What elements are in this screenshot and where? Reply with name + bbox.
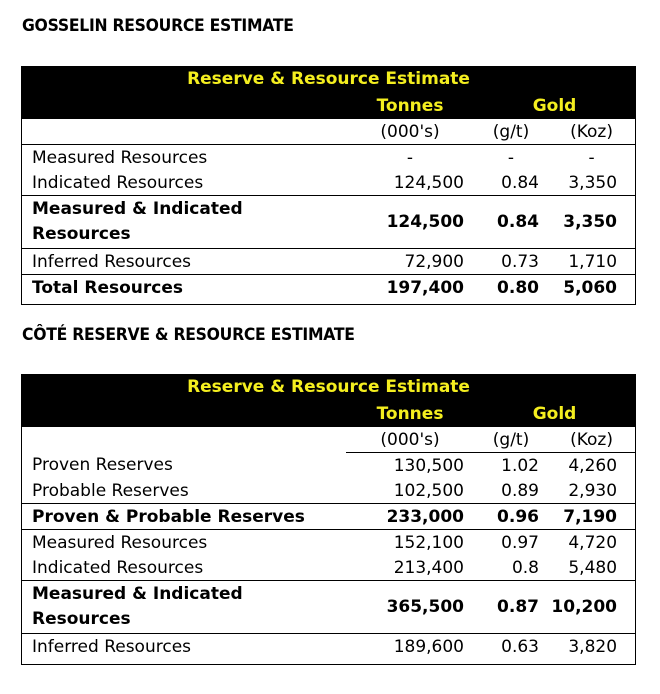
row-grade: 0.87 [474, 581, 548, 634]
row-label-line2: Resources [32, 609, 131, 629]
row-tonnes: 130,500 [393, 455, 464, 476]
row-tonnes: 233,000 [346, 504, 474, 530]
gosselin-title: GOSSELIN RESOURCE ESTIMATE [22, 16, 294, 36]
row-tonnes: 152,100 [346, 530, 474, 556]
row-tonnes: 189,600 [346, 634, 474, 660]
units-row [22, 427, 635, 453]
row-oz: 5,060 [548, 275, 635, 301]
row-label-line1: Measured & Indicated [32, 584, 243, 604]
table-row [22, 530, 635, 556]
table-header-row [22, 66, 635, 93]
table-row [22, 581, 635, 634]
unit-grade: (g/t) [474, 119, 548, 145]
row-label [22, 581, 346, 634]
row-oz: 7,190 [548, 504, 635, 530]
row-label: Probable Reserves [32, 480, 189, 501]
row-label: Inferred Resources [22, 634, 346, 660]
table-row [22, 145, 635, 171]
table-row [22, 504, 635, 530]
row-label-line1: Measured & Indicated [32, 199, 243, 219]
row-oz: 3,350 [568, 172, 618, 193]
col-tonnes: Tonnes [346, 401, 474, 427]
table-row [22, 249, 635, 275]
cote-table [22, 374, 635, 659]
row-label [22, 196, 346, 249]
row-tonnes: 124,500 [393, 172, 464, 193]
row-label: Proven & Probable Reserves [22, 504, 346, 530]
table-row [22, 634, 635, 660]
table-row [22, 275, 635, 301]
column-header-row [22, 401, 635, 427]
table-row [22, 196, 635, 249]
row-tonnes: 365,500 [346, 581, 474, 634]
row-oz: 3,350 [548, 196, 635, 249]
column-header-row [22, 93, 635, 119]
row-oz: 4,720 [548, 530, 635, 556]
row-oz: 1,710 [548, 249, 635, 275]
row-grade: 0.84 [474, 196, 548, 249]
unit-tonnes: (000's) [346, 427, 474, 453]
unit-grade: (g/t) [474, 427, 548, 453]
row-grade: 0.96 [474, 504, 548, 530]
row-tonnes: 72,900 [346, 249, 474, 275]
row-label: Proven Reserves [32, 455, 173, 476]
row-label: Indicated Resources [32, 557, 204, 578]
row-tonnes: 124,500 [346, 196, 474, 249]
row-label: Measured Resources [22, 145, 346, 171]
row-grade: 0.89 [501, 480, 539, 501]
unit-oz: (Koz) [548, 427, 635, 453]
col-gold: Gold [474, 93, 635, 119]
row-oz: 2,930 [568, 480, 618, 501]
row-grade: 0.8 [511, 557, 539, 578]
table-header: Reserve & Resource Estimate [22, 66, 635, 93]
table-row [22, 170, 635, 196]
row-grade: 0.97 [474, 530, 548, 556]
table-row [22, 478, 635, 504]
row-label: Indicated Resources [32, 172, 204, 193]
cote-title: CÔTÉ RESERVE & RESOURCE ESTIMATE [22, 325, 355, 345]
row-grade: 0.63 [474, 634, 548, 660]
unit-oz: (Koz) [548, 119, 635, 145]
row-oz: 5,480 [568, 557, 618, 578]
table-header-row [22, 374, 635, 401]
row-grade: 0.84 [501, 172, 539, 193]
row-label: Measured Resources [22, 530, 346, 556]
row-oz: 4,260 [568, 455, 618, 476]
row-tonnes: - [346, 145, 474, 171]
gosselin-table [22, 66, 635, 300]
row-oz: 3,820 [548, 634, 635, 660]
row-grade: 0.73 [474, 249, 548, 275]
row-label: Inferred Resources [22, 249, 346, 275]
row-tonnes: 213,400 [393, 557, 464, 578]
row-grade: 1.02 [501, 455, 539, 476]
col-gold: Gold [474, 401, 635, 427]
unit-tonnes: (000's) [346, 119, 474, 145]
row-label: Total Resources [22, 275, 346, 301]
row-grade: - [474, 145, 548, 171]
table-row [22, 555, 635, 581]
row-oz: 10,200 [548, 581, 635, 634]
row-tonnes: 197,400 [346, 275, 474, 301]
col-tonnes: Tonnes [346, 93, 474, 119]
row-oz: - [548, 145, 635, 171]
row-grade: 0.80 [474, 275, 548, 301]
row-tonnes: 102,500 [393, 480, 464, 501]
table-header: Reserve & Resource Estimate [22, 374, 635, 401]
units-row [22, 119, 635, 145]
table-row [22, 453, 635, 479]
row-label-line2: Resources [32, 224, 131, 244]
